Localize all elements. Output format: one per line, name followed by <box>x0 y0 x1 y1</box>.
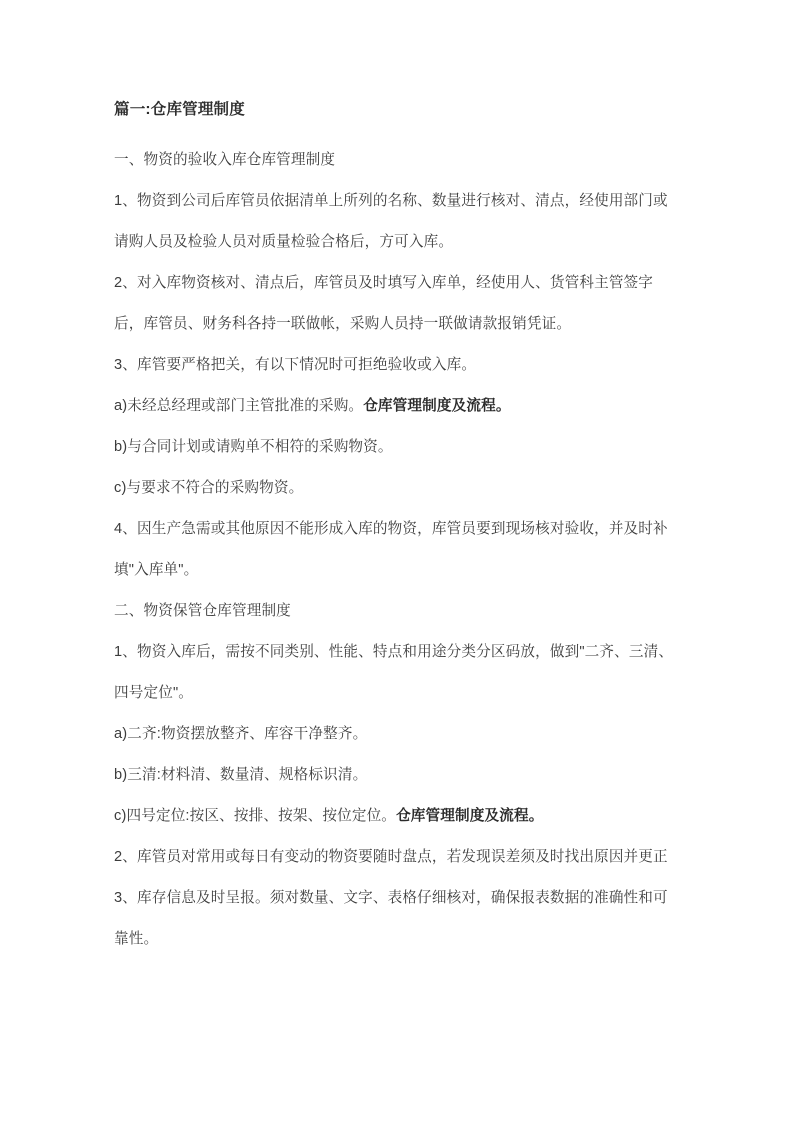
paragraph <box>114 140 680 181</box>
paragraph <box>114 714 680 755</box>
paragraph-text: 二、物资保管仓库管理制度 <box>114 603 291 619</box>
paragraph <box>114 755 680 796</box>
paragraph <box>114 632 680 714</box>
paragraph <box>114 345 680 386</box>
paragraph <box>114 427 680 468</box>
paragraph-text: b)三清:材料清、数量清、规格标识清。 <box>114 767 368 783</box>
document-body <box>114 97 680 960</box>
paragraph-text: 3、库管要严格把关，有以下情况时可拒绝验收或入库。 <box>114 357 477 373</box>
paragraph-text: 一、物资的验收入库仓库管理制度 <box>114 152 336 168</box>
paragraph <box>114 509 680 591</box>
paragraph-text: a)二齐:物资摆放整齐、库容干净整齐。 <box>114 726 368 742</box>
emphasized-text: 仓库管理制度及流程。 <box>363 398 511 414</box>
paragraph <box>114 878 680 960</box>
paragraph <box>114 468 680 509</box>
paragraph-text: 2、对入库物资核对、清点后，库管员及时填写入库单，经使用人、货管科主管签字后，库管员、财务科各持一联做帐，采购人员持一联做请款报销凭证。 <box>114 275 654 332</box>
paragraph <box>114 796 680 837</box>
paragraph <box>114 181 680 263</box>
paragraph <box>114 837 680 878</box>
paragraph-text: 2、库管员对常用或每日有变动的物资要随时盘点，若发现误差须及时找出原因并更正 <box>114 849 668 865</box>
paragraph-list <box>114 140 680 960</box>
paragraph-text: b)与合同计划或请购单不相符的采购物资。 <box>114 439 393 455</box>
paragraph <box>114 591 680 632</box>
paragraph-text: 3、库存信息及时呈报。须对数量、文字、表格仔细核对，确保报表数据的准确性和可靠性。 <box>114 890 668 947</box>
paragraph <box>114 386 680 427</box>
paragraph <box>114 263 680 345</box>
paragraph-text: c)与要求不符合的采购物资。 <box>114 480 304 496</box>
emphasized-text: 仓库管理制度及流程。 <box>396 808 544 824</box>
paragraph-text: a)未经总经理或部门主管批准的采购。 <box>114 398 364 414</box>
page-title: 篇一:仓库管理制度 <box>114 101 245 118</box>
paragraph-text: 1、物资入库后，需按不同类别、性能、特点和用途分类分区码放，做到"二齐、三清、四号定位"。 <box>114 644 674 701</box>
paragraph-text: 1、物资到公司后库管员依据清单上所列的名称、数量进行核对、清点，经使用部门或请购人员及检验人员对质量检验合格后，方可入库。 <box>114 193 668 250</box>
paragraph-text: c)四号定位:按区、按排、按架、按位定位。 <box>114 808 397 824</box>
paragraph-text: 4、因生产急需或其他原因不能形成入库的物资，库管员要到现场核对验收，并及时补填"入库单"。 <box>114 521 668 578</box>
